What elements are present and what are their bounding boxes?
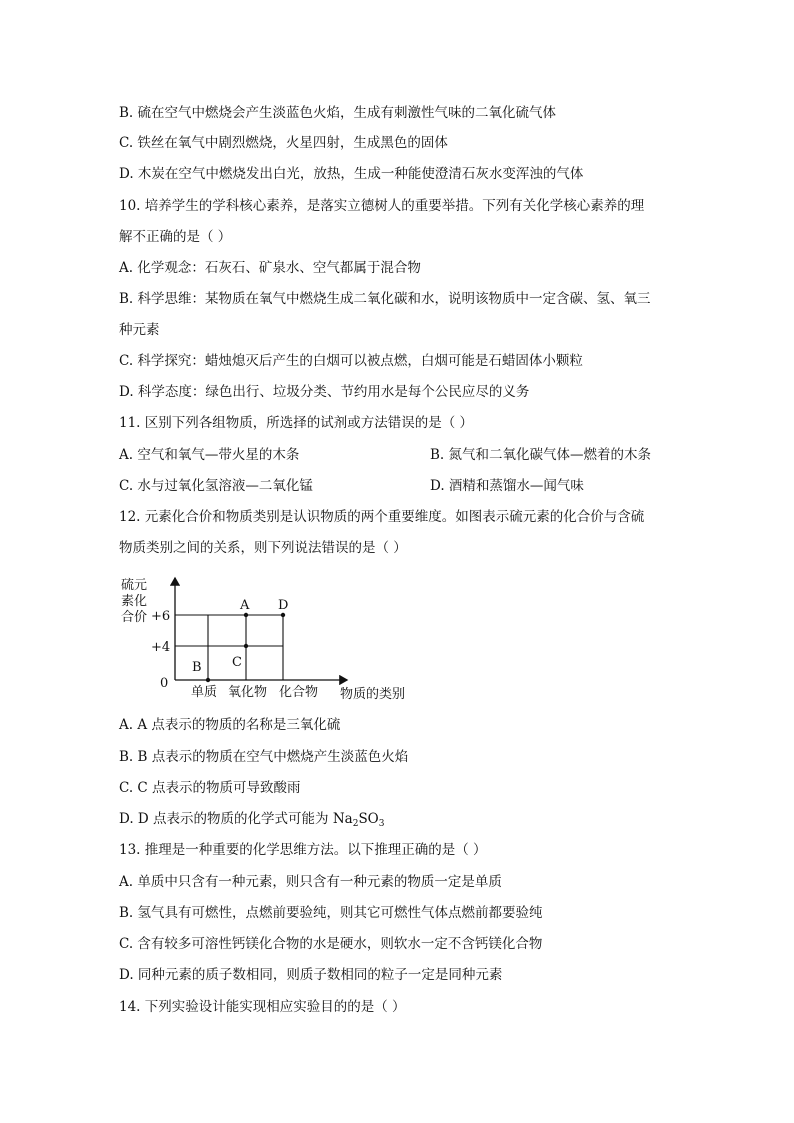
q11-option-c: C. 水与过氧化氢溶液—二氧化锰 (119, 478, 313, 494)
q13-option-a: A. 单质中只含有一种元素，则只含有一种元素的物质一定是单质 (119, 874, 502, 890)
q12-option-b: B. B 点表示的物质在空气中燃烧产生淡蓝色火焰 (119, 749, 409, 765)
q10-option-a: A. 化学观念：石灰石、矿泉水、空气都属于混合物 (119, 260, 421, 276)
point-a-label: A (240, 598, 250, 613)
x-axis-label: 物质的类别 (340, 687, 406, 702)
q10-option-b-line1: B. 科学思维：某物质在氧气中燃烧生成二氧化碳和水，说明该物质中一定含碳、氢、氧三 (119, 291, 651, 307)
q11-option-a: A. 空气和氧气—带火星的木条 (119, 447, 300, 463)
q10-option-b-line2: 种元素 (119, 322, 160, 338)
q10-stem-line2: 解不正确的是（ ） (119, 229, 232, 245)
q13-option-b: B. 氢气具有可燃性，点燃前要验纯，则其它可燃性气体点燃前都要验纯 (119, 905, 543, 921)
x-category-oxide: 氧化物 (228, 685, 268, 700)
q9-option-b: B. 硫在空气中燃烧会产生淡蓝色火焰，生成有刺激性气味的二氧化硫气体 (119, 105, 557, 121)
y-tick-plus6: +6 (151, 609, 171, 624)
point-a-dot (244, 613, 248, 617)
q12-option-a: A. A 点表示的物质的名称是三氧化硫 (119, 717, 341, 733)
point-b-label: B (192, 660, 202, 675)
y-axis-label-line1: 硫元 (121, 578, 148, 593)
q12-option-d-text: D. D 点表示的物质的化学式可能为 Na (119, 811, 353, 827)
y-axis-label-line3: 合价 (121, 610, 148, 625)
q12-stem-line1: 12. 元素化合价和物质类别是认识物质的两个重要维度。如图表示硫元素的化合价与含硫 (119, 509, 645, 525)
point-d-dot (281, 613, 285, 617)
point-c-label: C (232, 655, 242, 670)
origin-label: 0 (160, 676, 169, 691)
q12-option-d-subscript-3: 3 (378, 819, 385, 829)
q12-stem-line2: 物质类别之间的关系，则下列说法错误的是（ ） (119, 540, 407, 556)
q13-option-c: C. 含有较多可溶性钙镁化合物的水是硬水，则软水一定不含钙镁化合物 (119, 936, 543, 952)
q11-stem: 11. 区别下列各组物质，所选择的试剂或方法错误的是（ ） (119, 415, 474, 431)
q12-option-d-so: SO (358, 811, 379, 827)
y-tick-plus4: +4 (151, 640, 171, 655)
q9-option-d: D. 木炭在空气中燃烧发出白光，放热，生成一种能使澄清石灰水变浑浊的气体 (119, 166, 584, 182)
q10-option-d: D. 科学态度：绿色出行、垃圾分类、节约用水是每个公民应尽的义务 (119, 384, 530, 400)
q13-stem: 13. 推理是一种重要的化学思维方法。以下推理正确的是（ ） (119, 842, 487, 858)
valence-class-figure (115, 570, 425, 705)
x-category-element: 单质 (191, 685, 218, 700)
y-axis-label-line2: 素化 (121, 594, 148, 609)
point-c-dot (244, 644, 248, 648)
q12-option-d (119, 809, 385, 834)
q14-stem: 14. 下列实验设计能实现相应实验目的的是（ ） (119, 999, 406, 1015)
point-d-label: D (278, 598, 289, 613)
q11-option-d: D. 酒精和蒸馏水—闻气味 (430, 478, 584, 494)
q9-option-c: C. 铁丝在氧气中剧烈燃烧，火星四射，生成黑色的固体 (119, 135, 448, 151)
q10-option-c: C. 科学探究：蜡烛熄灭后产生的白烟可以被点燃，白烟可能是石蜡固体小颗粒 (119, 353, 583, 369)
q12-option-d-subscript-2: 2 (352, 819, 359, 829)
point-b-dot (206, 678, 210, 682)
q12-option-c: C. C 点表示的物质可导致酸雨 (119, 780, 301, 796)
x-category-compound: 化合物 (279, 685, 319, 700)
q13-option-d: D. 同种元素的质子数相同，则质子数相同的粒子一定是同种元素 (119, 967, 503, 983)
q11-option-b: B. 氮气和二氧化碳气体—燃着的木条 (430, 447, 652, 463)
q10-stem-line1: 10. 培养学生的学科核心素养，是落实立德树人的重要举措。下列有关化学核心素养的理 (119, 198, 645, 214)
